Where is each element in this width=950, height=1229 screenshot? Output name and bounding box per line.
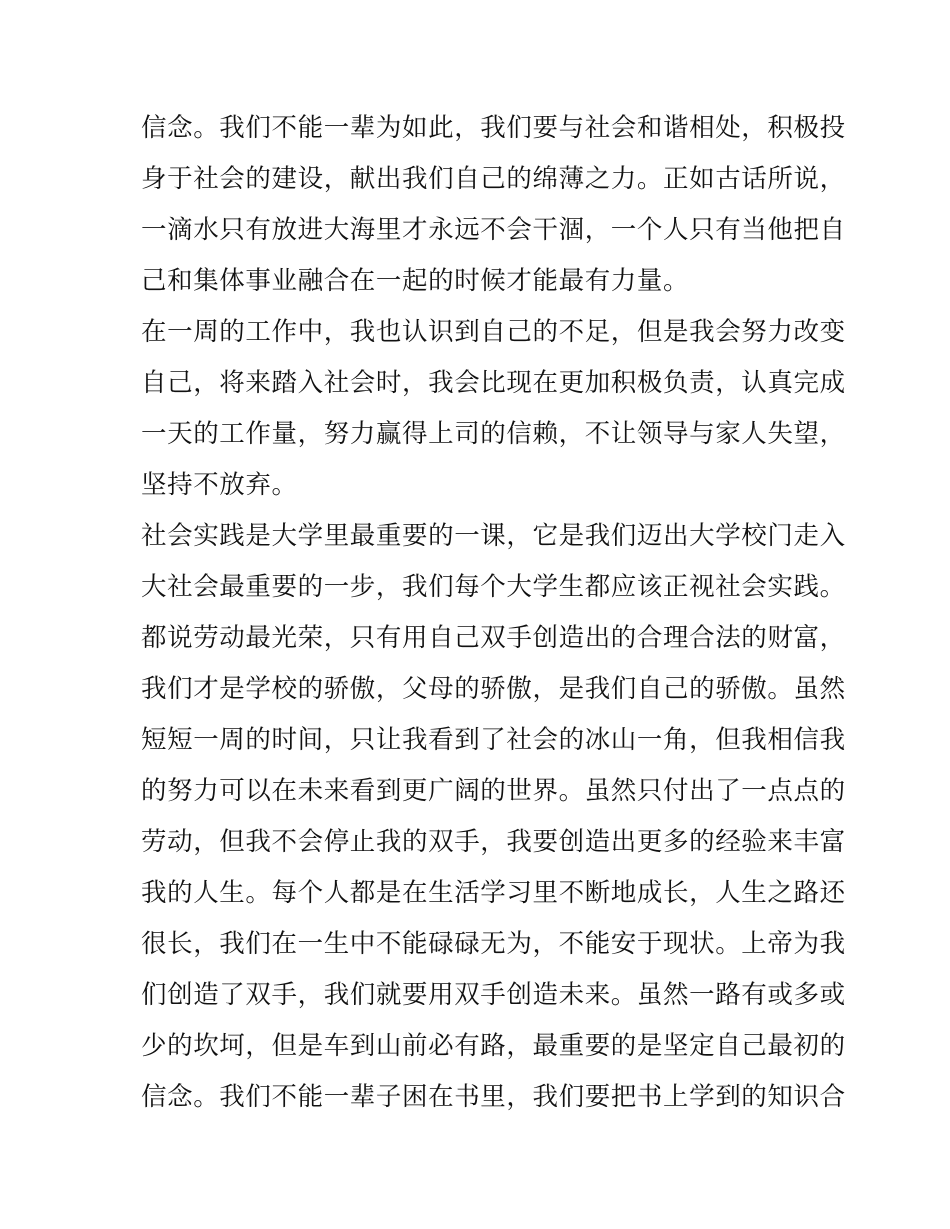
- text-line: 我们才是学校的骄傲，父母的骄傲，是我们自己的骄傲。虽然: [141, 674, 846, 704]
- text-line: 在一周的工作中，我也认识到自己的不足，但是我会努力改变: [141, 317, 846, 347]
- text-line: 很长，我们在一生中不能碌碌无为，不能安于现状。上帝为我: [141, 929, 846, 959]
- text-line: 一天的工作量，努力赢得上司的信赖，不让领导与家人失望，: [141, 419, 846, 449]
- text-line: 少的坎坷，但是车到山前必有路，最重要的是坚定自己最初的: [141, 1031, 846, 1061]
- text-line: 信念。我们不能一辈子困在书里，我们要把书上学到的知识合: [141, 1082, 846, 1112]
- text-line: 坚持不放弃。: [141, 470, 298, 500]
- text-line: 社会实践是大学里最重要的一课，它是我们迈出大学校门走入: [141, 521, 846, 551]
- text-line: 自己，将来踏入社会时，我会比现在更加积极负责，认真完成: [141, 368, 846, 398]
- text-line: 身于社会的建设，献出我们自己的绵薄之力。正如古话所说，: [141, 164, 846, 194]
- text-line: 大社会最重要的一步，我们每个大学生都应该正视社会实践。: [141, 572, 846, 602]
- text-line: 一滴水只有放进大海里才永远不会干涸，一个人只有当他把自: [141, 215, 846, 245]
- text-line: 短短一周的时间，只让我看到了社会的冰山一角，但我相信我: [141, 725, 846, 755]
- body-text: [141, 103, 846, 1123]
- text-line: 我的人生。每个人都是在生活学习里不断地成长，人生之路还: [141, 878, 846, 908]
- text-line: 劳动，但我不会停止我的双手，我要创造出更多的经验来丰富: [141, 827, 846, 857]
- text-line: 的努力可以在未来看到更广阔的世界。虽然只付出了一点点的: [141, 776, 846, 806]
- text-line: 都说劳动最光荣，只有用自己双手创造出的合理合法的财富，: [141, 623, 846, 653]
- text-line: 信念。我们不能一辈为如此，我们要与社会和谐相处，积极投: [141, 113, 846, 143]
- text-line: 己和集体事业融合在一起的时候才能最有力量。: [141, 266, 690, 296]
- text-line: 们创造了双手，我们就要用双手创造未来。虽然一路有或多或: [141, 980, 846, 1010]
